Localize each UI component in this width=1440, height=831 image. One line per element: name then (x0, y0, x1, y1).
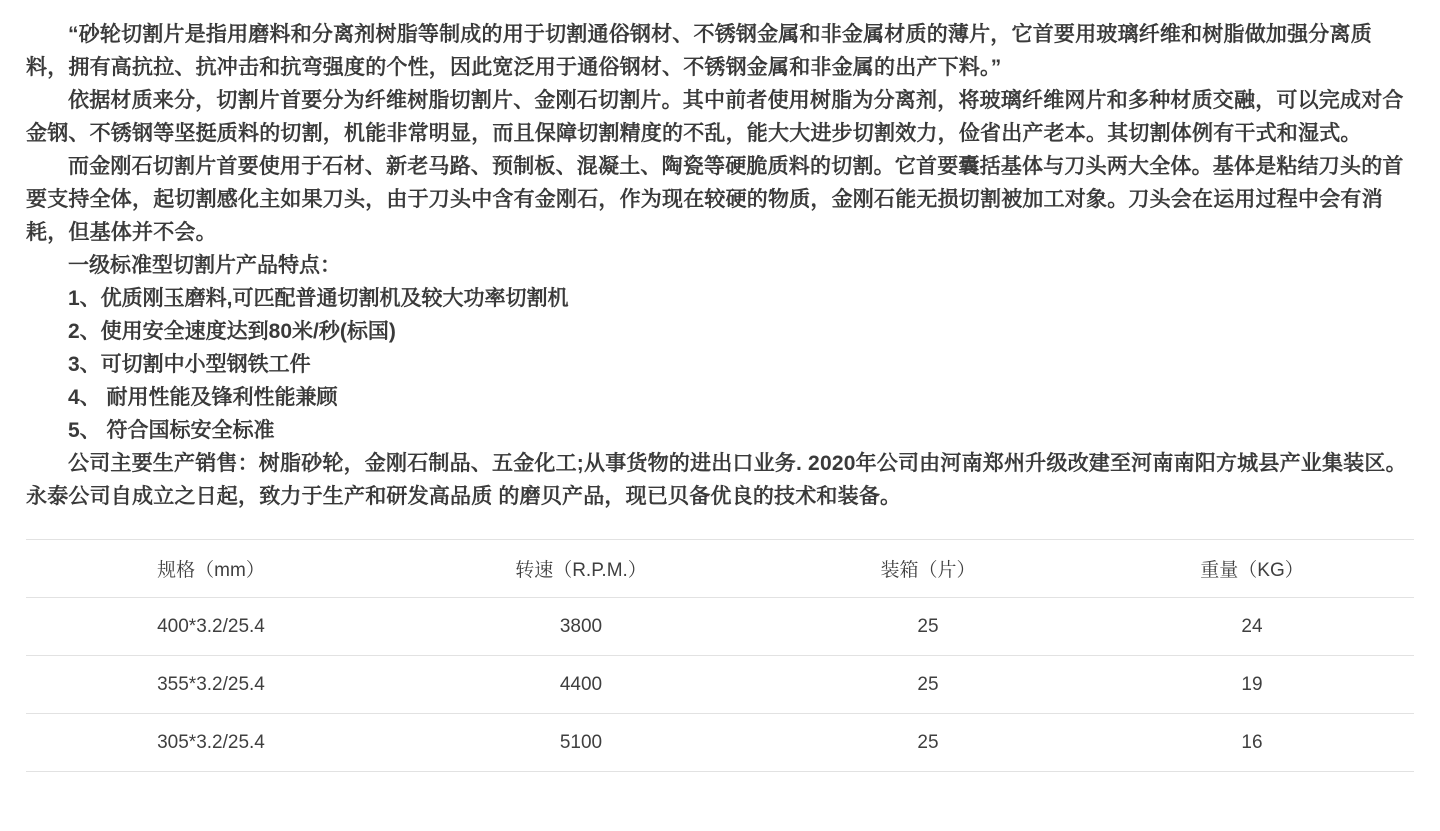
feature-item-5: 5、 符合国标安全标准 (68, 419, 275, 442)
cell-rpm: 5100 (396, 714, 766, 772)
cell-packing: 25 (766, 714, 1090, 772)
paragraph-product-definition: “砂轮切割片是指用磨料和分离剂树脂等制成的用于切割通俗钢材、不锈钢金属和非金属材质的薄片，它首要用玻璃纤维和树脂做加强分离质料，拥有高抗拉、抗冲击和抗弯强度的个性，因此宽泛用于通俗钢材、不锈钢金属和非金属的出产下料。” (26, 23, 1372, 79)
cell-spec: 305*3.2/25.4 (26, 714, 396, 772)
table-header-row (26, 540, 1414, 598)
table-header-spec: 规格（mm） (26, 540, 396, 598)
feature-item-4: 4、 耐用性能及锋利性能兼顾 (68, 386, 338, 409)
table-row (26, 598, 1414, 656)
table-row (26, 656, 1414, 714)
cell-weight: 24 (1090, 598, 1414, 656)
paragraph-material-classification: 依据材质来分，切割片首要分为纤维树脂切割片、金刚石切割片。其中前者使用树脂为分离剂，将玻璃纤维网片和多种材质交融，可以完成对合金钢、不锈钢等坚挺质料的切割，机能非常明显，而且保障切割精度的不乱，能大大进步切割效力，俭省出产老本。其切割体例有干式和湿式。 (26, 89, 1404, 145)
table-header-rpm: 转速（R.P.M.） (396, 540, 766, 598)
feature-item-3: 3、可切割中小型钢铁工件 (68, 353, 311, 376)
feature-item-2: 2、使用安全速度达到80米/秒(标国) (68, 320, 396, 343)
cell-spec: 355*3.2/25.4 (26, 656, 396, 714)
table-row (26, 714, 1414, 772)
cell-weight: 16 (1090, 714, 1414, 772)
paragraph-diamond-blade: 而金刚石切割片首要使用于石材、新老马路、预制板、混凝土、陶瓷等硬脆质料的切割。它首要囊括基体与刀头两大全体。基体是粘结刀头的首要支持全体，起切割感化主如果刀头，由于刀头中含有金刚石，作为现在较硬的物质，金刚石能无损切割被加工对象。刀头会在运用过程中会有消耗，但基体并不会。 (26, 155, 1404, 244)
features-title: 一级标准型切割片产品特点： (68, 254, 341, 277)
cell-weight: 19 (1090, 656, 1414, 714)
cell-spec: 400*3.2/25.4 (26, 598, 396, 656)
cell-rpm: 4400 (396, 656, 766, 714)
feature-item-1: 1、优质刚玉磨料,可匹配普通切割机及较大功率切割机 (68, 287, 569, 310)
paragraph-company-info: 公司主要生产销售：树脂砂轮，金刚石制品、五金化工;从事货物的进出口业务. 2020年公司由河南郑州升级改建至河南南阳方城县产业集装区。永泰公司自成立之日起，致力于生产和研发高品质 的磨贝产品，现已贝备优良的技术和装备。 (26, 452, 1407, 508)
table-header-packing: 装箱（片） (766, 540, 1090, 598)
specification-table (26, 539, 1414, 772)
cell-packing: 25 (766, 598, 1090, 656)
cell-rpm: 3800 (396, 598, 766, 656)
cell-packing: 25 (766, 656, 1090, 714)
table-header-weight: 重量（KG） (1090, 540, 1414, 598)
